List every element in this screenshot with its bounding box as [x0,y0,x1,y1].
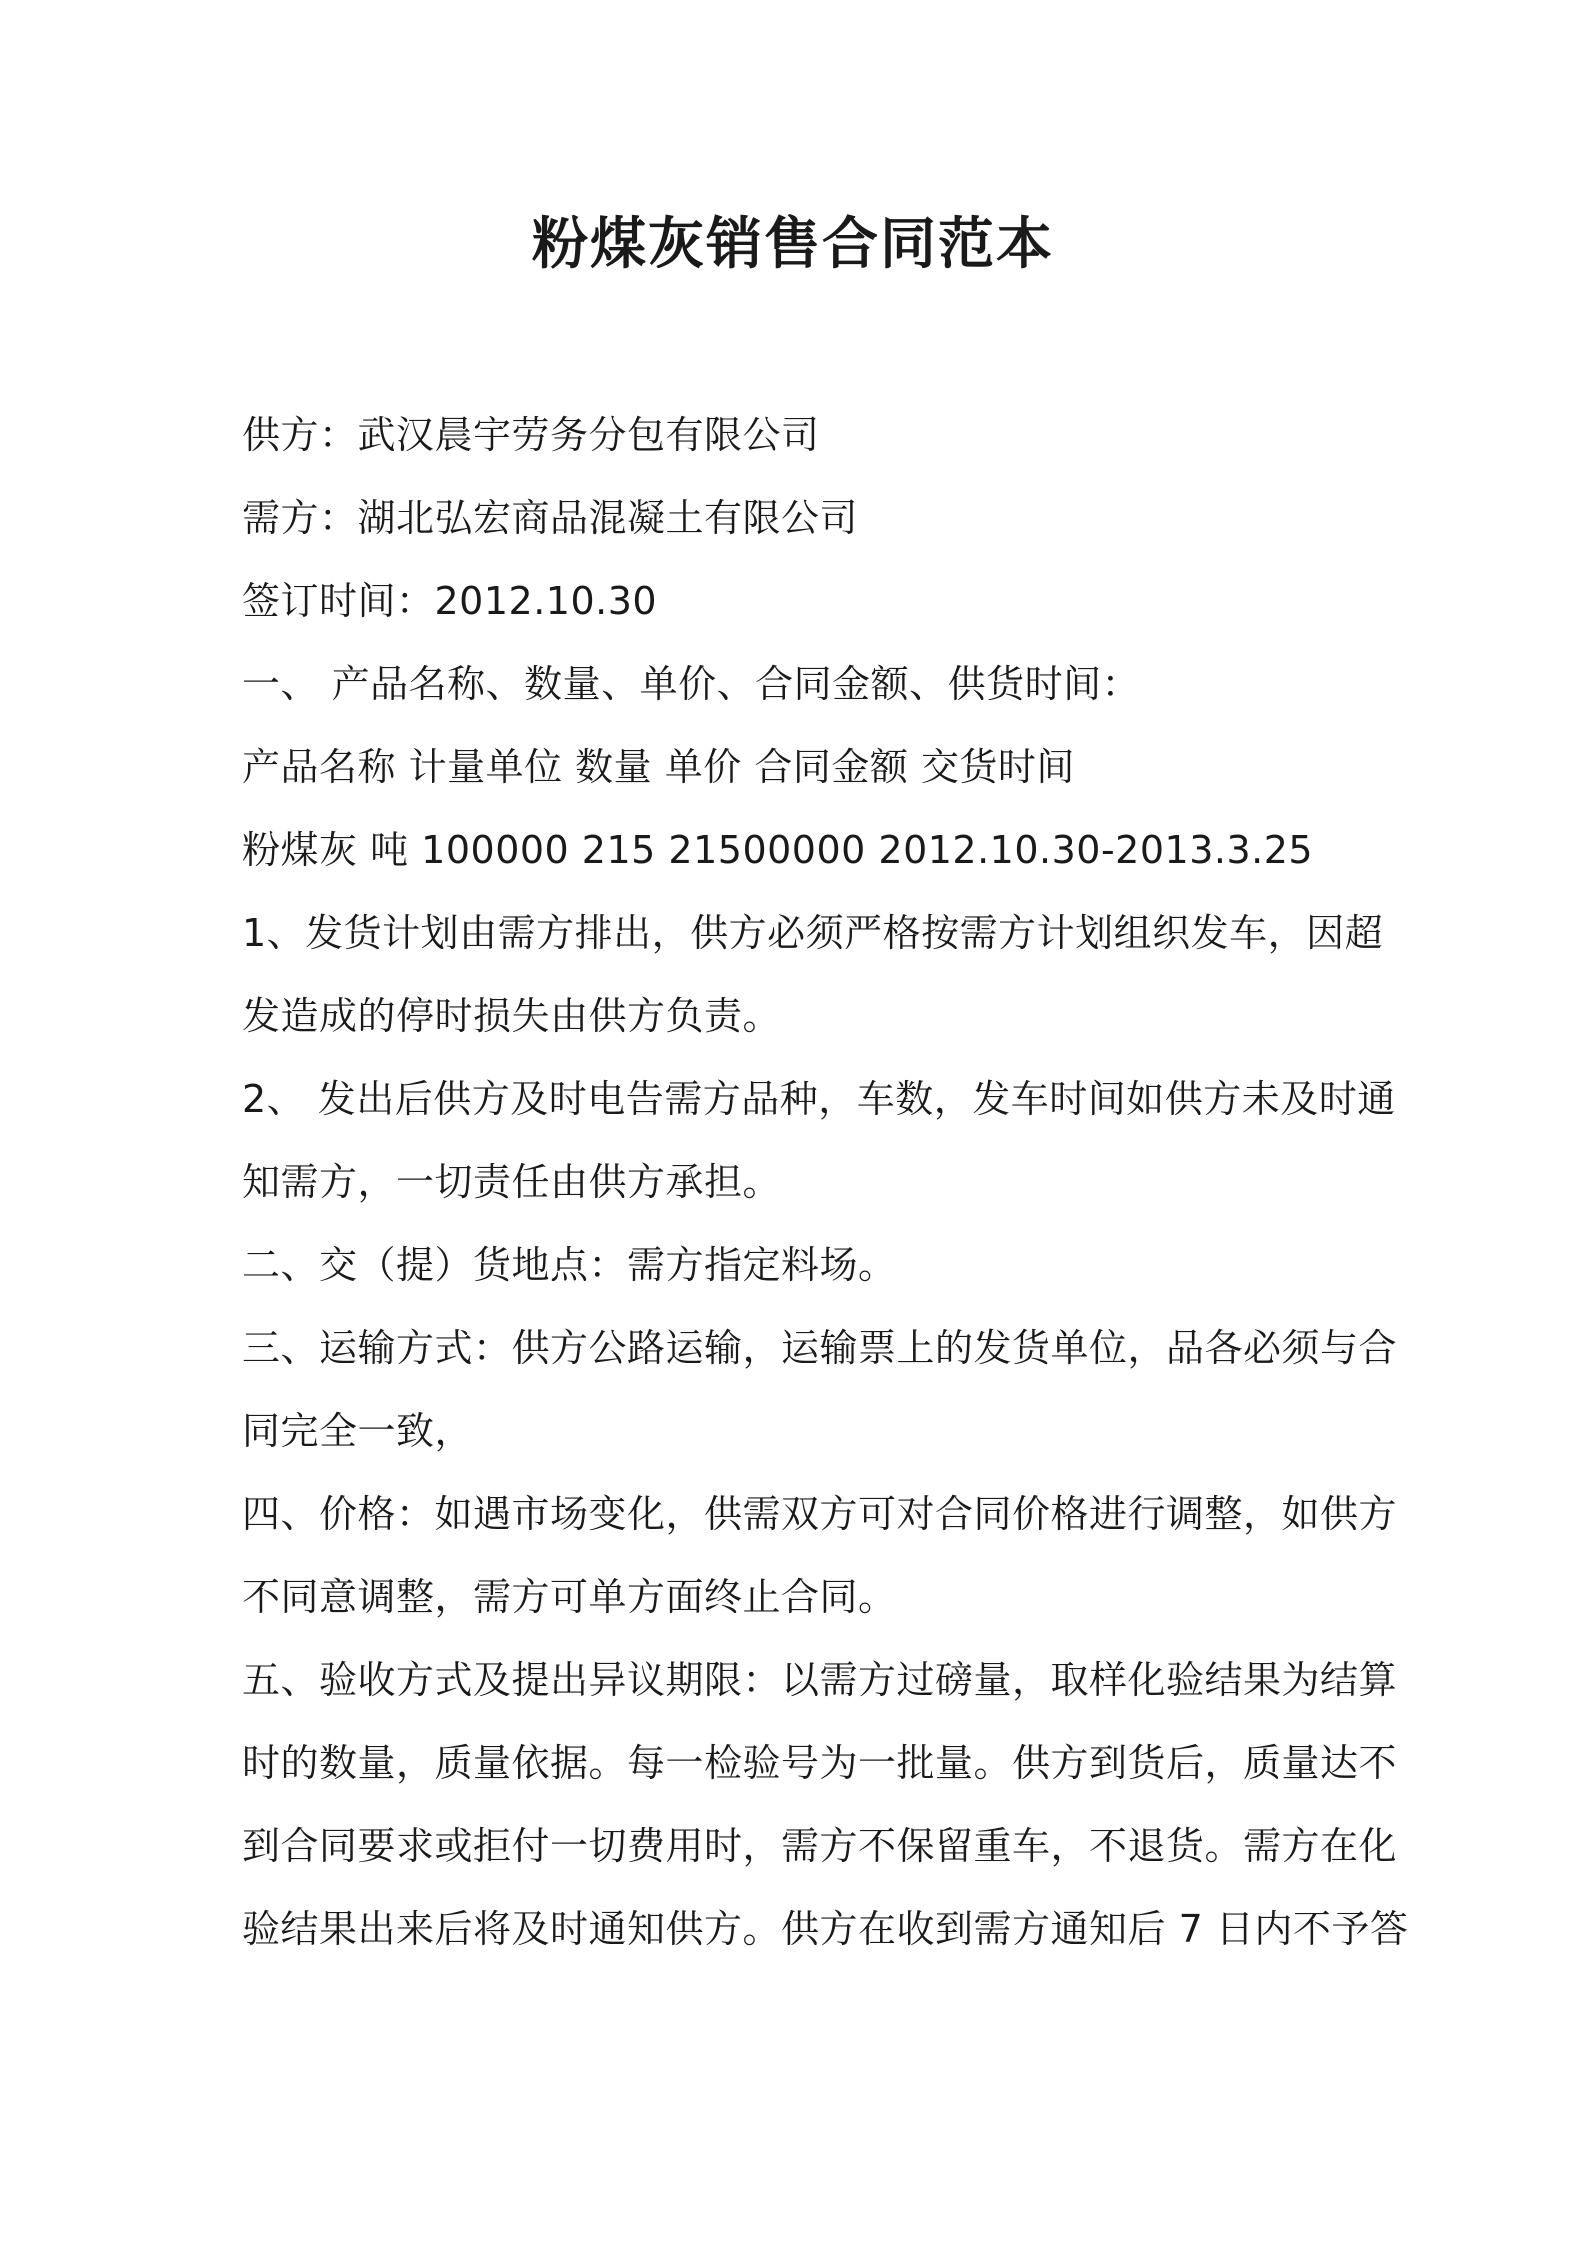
signing-date-line: 签订时间：2012.10.30 [242,579,658,623]
section-2-line: 二、交（提）货地点：需方指定料场。 [242,1243,897,1287]
section-5-line-4: 验结果出来后将及时通知供方。供方在收到需方通知后 7 日内不予答 [242,1907,1409,1951]
product-table-row: 粉煤灰 吨 100000 215 21500000 2012.10.30-2013.3.25 [242,828,1314,872]
document-title: 粉煤灰销售合同范本 [532,212,1054,277]
section-5-line-3: 到合同要求或拒付一切费用时，需方不保留重车，不退货。需方在化 [242,1824,1398,1868]
section-3-line-2: 同完全一致， [242,1409,474,1453]
clause-2-line-2: 知需方，一切责任由供方承担。 [242,1160,782,1204]
section-4-line-2: 不同意调整，需方可单方面终止合同。 [242,1575,897,1619]
supplier-line: 供方：武汉晨宇劳务分包有限公司 [242,413,820,457]
clause-1-line-2: 发造成的停时损失由供方负责。 [242,994,782,1038]
section-1-heading: 一、 产品名称、数量、单价、合同金额、供货时间： [242,662,1141,706]
buyer-line: 需方：湖北弘宏商品混凝土有限公司 [242,496,859,540]
section-5-line-2: 时的数量，质量依据。每一检验号为一批量。供方到货后，质量达不 [242,1741,1398,1785]
clause-1-line-1: 1、发货计划由需方排出，供方必须严格按需方计划组织发车，因超 [242,911,1384,955]
section-4-line-1: 四、价格：如遇市场变化，供需双方可对合同价格进行调整，如供方 [242,1492,1398,1536]
product-table-header: 产品名称 计量单位 数量 单价 合同金额 交货时间 [242,745,1075,789]
section-5-line-1: 五、验收方式及提出异议期限：以需方过磅量，取样化验结果为结算 [242,1658,1398,1702]
section-3-line-1: 三、运输方式：供方公路运输，运输票上的发货单位，品各必须与合 [242,1326,1398,1370]
document-body [242,394,1409,1971]
clause-2-line-1: 2、 发出后供方及时电告需方品种，车数，发车时间如供方未及时通 [242,1077,1396,1121]
